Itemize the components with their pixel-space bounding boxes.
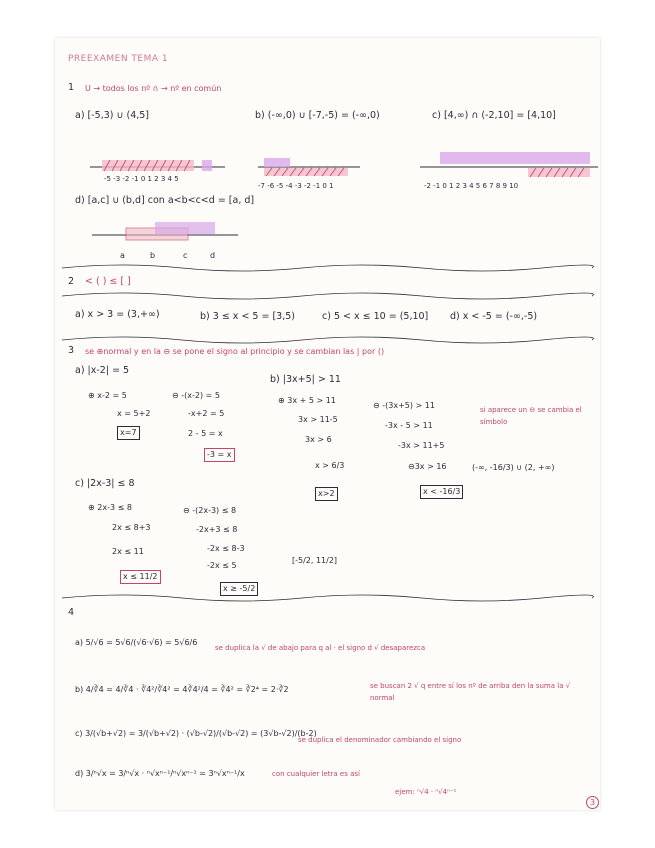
number-line-b bbox=[258, 158, 360, 176]
s3-b-title: b) |3x+5| > 11 bbox=[270, 374, 341, 385]
s4-item-b: b) 4/∛4 = 4/∛4 · ∛4²/∛4² = 4∛4²/4 = ∛4² = ∛2⁴ = 2·∛2 bbox=[75, 685, 289, 694]
s3-b-pos-0: ⊕ 3x + 5 > 11 bbox=[278, 396, 336, 405]
number-line-d bbox=[92, 222, 238, 240]
s1-axis-c: -2 -1 0 1 2 3 4 5 6 7 8 9 10 bbox=[424, 182, 519, 190]
s3-c-result: [-5/2, 11/2] bbox=[292, 556, 338, 565]
s3-c-pos-3: x ≤ 11/2 bbox=[120, 570, 161, 584]
s3-b-pos-3: x > 6/3 bbox=[315, 461, 345, 470]
s3-b-pos-1: 3x > 11-5 bbox=[298, 415, 338, 424]
s3-b-neg-3: ⊖3x > 16 bbox=[408, 462, 447, 471]
axis-d-c: c bbox=[183, 251, 188, 260]
s4-c-note: se duplica el denominador cambiando el signo bbox=[298, 736, 462, 744]
s1-axis-b: -7 -6 -5 -4 -3 -2 -1 0 1 bbox=[258, 182, 334, 190]
s3-a-neg-2: 2 - 5 = x bbox=[188, 429, 223, 438]
divider-1 bbox=[62, 265, 593, 271]
s3-a-pos-1: x = 5+2 bbox=[117, 409, 151, 418]
s3-a-neg-0: ⊖ -(x-2) = 5 bbox=[172, 391, 220, 400]
s3-b-note: si aparece un ⊖ se cambia el símbolo bbox=[480, 406, 582, 426]
s2-item-d: d) x < -5 = (-∞,-5) bbox=[450, 311, 538, 322]
page-title: PREEXAMEN TEMA 1 bbox=[68, 54, 169, 64]
number-line-a bbox=[90, 160, 225, 171]
s3-a-title: a) |x-2| = 5 bbox=[75, 365, 130, 376]
s4-item-a: a) 5/√6 = 5√6/(√6·√6) = 5√6/6 bbox=[75, 638, 198, 647]
s3-c-pos-2: 2x ≤ 11 bbox=[112, 547, 144, 556]
s4-d-note: con cualquier letra es así bbox=[272, 770, 360, 778]
section-2-number: 2 bbox=[68, 276, 75, 287]
s3-a-pos-2: x=7 bbox=[117, 426, 140, 440]
section-2-heading: < ( ) ≤ [ ] bbox=[85, 276, 131, 287]
s3-b-neg-4: x < -16/3 bbox=[420, 485, 463, 499]
section-1-number: 1 bbox=[68, 82, 75, 93]
s1-item-d: d) [a,c] ∪ (b,d] con a<b<c<d = [a, d] bbox=[75, 195, 255, 206]
number-line-c bbox=[420, 152, 598, 177]
axis-d-a: a bbox=[120, 251, 125, 260]
s1-item-a: a) [-5,3) ∪ (4,5] bbox=[75, 110, 150, 121]
s3-c-neg-1: -2x+3 ≤ 8 bbox=[196, 525, 238, 534]
s3-b-neg-1: -3x - 5 > 11 bbox=[385, 421, 433, 430]
s2-item-c: c) 5 < x ≤ 10 = (5,10] bbox=[322, 311, 429, 322]
s3-b-neg-0: ⊖ -(3x+5) > 11 bbox=[373, 401, 435, 410]
divider-4 bbox=[62, 595, 593, 601]
s2-item-b: b) 3 ≤ x < 5 = [3,5) bbox=[200, 311, 295, 322]
s3-a-neg-3: -3 = x bbox=[204, 448, 235, 462]
s4-b-note: se buscan 2 √ q entre sí los nº de arriba den la suma la √ normal bbox=[370, 682, 571, 702]
s1-item-c: c) [4,∞) ∩ (-2,10] = [4,10] bbox=[432, 110, 556, 121]
section-3-number: 3 bbox=[68, 345, 75, 356]
s3-c-neg-0: ⊖ -(2x-3) ≤ 8 bbox=[183, 506, 237, 515]
section-3-heading: se ⊕normal y en la ⊖ se pone el signo al principio y se cambian las | por () bbox=[85, 347, 385, 356]
s3-b-pos-2: 3x > 6 bbox=[305, 435, 332, 444]
s2-item-a: a) x > 3 = (3,+∞) bbox=[75, 309, 160, 320]
s3-c-neg-3: -2x ≤ 5 bbox=[207, 561, 237, 570]
s1-item-b: b) (-∞,0) ∪ [-7,-5) = (-∞,0) bbox=[255, 110, 380, 121]
s3-c-neg-4: x ≥ -5/2 bbox=[220, 582, 258, 596]
s3-c-pos-1: 2x ≤ 8+3 bbox=[112, 523, 151, 532]
s3-b-neg-2: -3x > 11+5 bbox=[398, 441, 445, 450]
divider-3 bbox=[62, 337, 593, 343]
s4-a-note: se duplica la √ de abajo para q al · el signo d √ desaparezca bbox=[215, 644, 426, 652]
s3-c-title: c) |2x-3| ≤ 8 bbox=[75, 478, 135, 489]
s3-b-pos-4: x>2 bbox=[315, 487, 338, 501]
s3-a-neg-1: -x+2 = 5 bbox=[188, 409, 225, 418]
s3-c-neg-2: -2x ≤ 8-3 bbox=[207, 544, 245, 553]
s4-item-c: c) 3/(√b+√2) = 3/(√b+√2) · (√b-√2)/(√b-√2) = (3√b-√2)/(b-2) bbox=[75, 729, 317, 738]
section-1-heading: U → todos los nº ∩ → nº en común bbox=[85, 84, 222, 93]
s3-b-result: (-∞, -16/3) ∪ (2, +∞) bbox=[472, 463, 555, 472]
divider-2 bbox=[62, 293, 593, 299]
section-4-number: 4 bbox=[68, 607, 75, 618]
s4-d-example: ejem: ⁿ√4 · ⁿ√4ⁿ⁻¹ bbox=[395, 788, 457, 796]
s3-a-pos-0: ⊕ x-2 = 5 bbox=[88, 391, 127, 400]
page-number: 3 bbox=[586, 796, 599, 809]
s3-c-pos-0: ⊕ 2x-3 ≤ 8 bbox=[88, 503, 132, 512]
axis-d-d: d bbox=[210, 251, 216, 260]
axis-d-b: b bbox=[150, 251, 156, 260]
s4-item-d: d) 3/ⁿ√x = 3/ⁿ√x · ⁿ√xⁿ⁻¹/ⁿ√xⁿ⁻¹ = 3ⁿ√xⁿ⁻¹/x bbox=[75, 769, 245, 778]
s1-axis-a: -5 -3 -2 -1 0 1 2 3 4 5 bbox=[104, 175, 179, 183]
